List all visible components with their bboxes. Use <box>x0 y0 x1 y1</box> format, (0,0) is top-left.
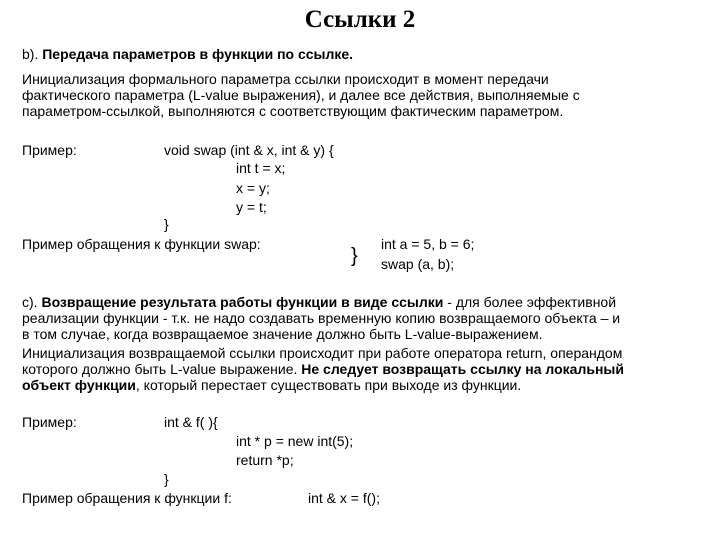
section-c-text: - для более эффективной <box>443 294 617 310</box>
slide-title: Ссылки 2 <box>304 6 416 33</box>
swap-code-line: void swap (int & x, int & y) { <box>164 142 334 158</box>
section-c-text: которого должно быть L-value выражение. <box>22 361 298 377</box>
section-b-heading <box>22 46 353 62</box>
section-c-line <box>22 361 624 377</box>
f-code-line: int & f( ){ <box>164 414 218 430</box>
section-b-text-line: параметром-ссылкой, выполняются с соответствующим фактическим параметром. <box>22 103 564 119</box>
section-c-line: Инициализация возвращаемой ссылки происходит при работе оператора return, операндом <box>22 345 623 361</box>
swap-code-line: int t = x; <box>236 160 286 176</box>
swap-code-line: x = y; <box>236 180 270 196</box>
swap-call-code-line: swap (a, b); <box>381 256 455 272</box>
swap-code-line: } <box>164 216 169 232</box>
section-b-text-line: Инициализация формального параметра ссылки происходит в момент передачи <box>22 71 549 87</box>
section-b-call-label: Пример обращения к функции swap: <box>22 236 261 252</box>
call-brace: } <box>351 245 358 267</box>
section-c-warning: объект функции <box>22 377 136 393</box>
section-c-warning: Не следует возвращать ссылку на локальный <box>297 361 624 377</box>
f-code-line: } <box>164 471 169 487</box>
section-b-example-label: Пример: <box>22 142 77 158</box>
section-b-prefix: b). <box>22 46 39 62</box>
section-c-line <box>22 377 521 393</box>
f-code-line: int * p = new int(5); <box>236 433 354 449</box>
section-c-prefix: с). <box>22 294 38 310</box>
section-c-line: реализации функции - т.к. не надо создавать временную копию возвращаемого объекта – и <box>22 310 621 326</box>
f-call-code: int & x = f(); <box>308 490 380 506</box>
section-c-call-label: Пример обращения к функции f: <box>22 490 232 506</box>
section-c-line: в том случае, когда возвращаемое значение должно быть L-value-выражением. <box>22 326 543 342</box>
section-c-line <box>22 294 616 310</box>
f-code-line: return *p; <box>236 452 294 468</box>
section-b-text-line: фактического параметра (L-value выражения), и далее все действия, выполняемые с <box>22 87 580 103</box>
section-c-example-label: Пример: <box>22 414 77 430</box>
swap-call-code-line: int a = 5, b = 6; <box>381 236 475 252</box>
section-c-text: , который перестает существовать при выходе из функции. <box>135 377 522 393</box>
swap-code-line: y = t; <box>236 199 267 215</box>
section-c-title: Возвращение результата работы функции в виде ссылки <box>41 294 444 310</box>
section-b-title: Передача параметров в функции по ссылке. <box>42 46 354 62</box>
